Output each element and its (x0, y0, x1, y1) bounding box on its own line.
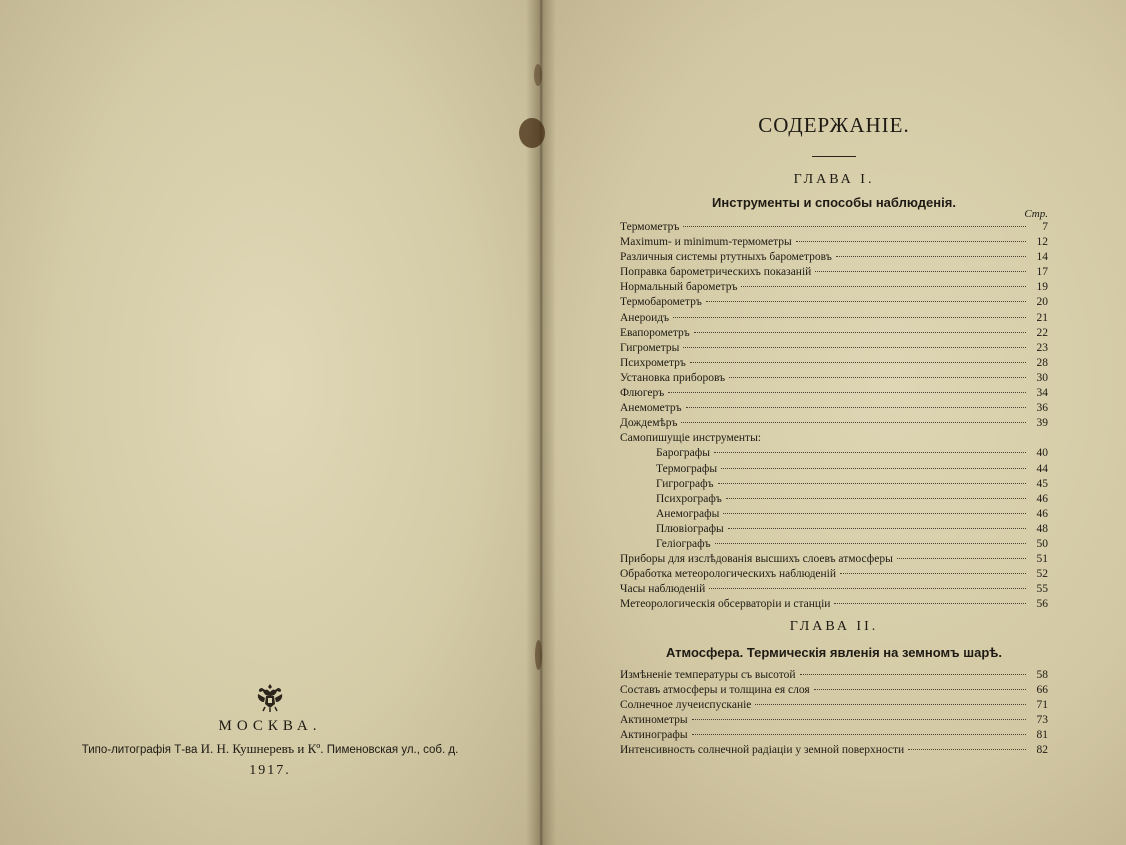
dot-leader (668, 392, 1026, 393)
toc-entry (620, 401, 1048, 416)
ink-stain (534, 64, 542, 86)
toc-entry (620, 507, 1048, 522)
toc-entry-label: Анероидъ (620, 311, 670, 324)
toc-entry-label: Составъ атмосферы и толщина ея слоя (620, 684, 810, 697)
toc-entry-label: Установка приборовъ (620, 371, 726, 384)
printer-address: Пименовская ул., соб. д. (326, 744, 459, 756)
dot-leader (709, 588, 1026, 589)
toc-entry-label: Гигрографъ (656, 477, 714, 490)
toc-entry-label: Актинографы (620, 729, 688, 742)
dot-leader (815, 271, 1026, 272)
toc-entry-page: 19 (1036, 281, 1048, 294)
toc-entry (620, 446, 1048, 461)
toc-entry (620, 341, 1048, 356)
toc-entry-label: Барографы (656, 447, 710, 460)
dot-leader (686, 407, 1026, 408)
toc-entry-page: 22 (1036, 326, 1048, 339)
toc-entry (620, 698, 1048, 713)
toc-entry-page: 21 (1036, 311, 1048, 324)
toc-entry-label: Часы наблюденій (620, 583, 706, 596)
double-headed-eagle-icon (253, 680, 287, 714)
dot-leader (800, 674, 1026, 675)
toc-entry-page: 17 (1036, 266, 1048, 279)
toc-entry-page: 66 (1036, 684, 1048, 697)
toc-entry-page: 12 (1036, 236, 1048, 249)
toc-entry-page: 7 (1042, 221, 1048, 233)
toc-entry-page: 34 (1036, 387, 1048, 400)
chapter-1-heading: ГЛАВА I. (793, 172, 875, 187)
dot-leader (834, 603, 1026, 604)
toc-entry-page: 30 (1036, 371, 1048, 384)
toc-entry-label: Анемографы (656, 507, 720, 520)
toc-entry (620, 416, 1048, 431)
toc-entry-page: 14 (1036, 251, 1048, 264)
toc-entry (620, 326, 1048, 341)
dot-leader (840, 573, 1026, 574)
dot-leader (908, 749, 1026, 750)
toc-entry-label: Метеорологическія обсерваторіи и станціи (620, 598, 831, 611)
toc-entry-label: Нормальный барометръ (620, 281, 738, 294)
toc-entry-label: Дождемѣръ (620, 417, 678, 430)
toc-entry (620, 280, 1048, 295)
toc-entry-page: 71 (1036, 699, 1048, 712)
dot-leader (897, 558, 1026, 559)
toc-entry-label: Солнечное лучеиспусканіе (620, 699, 752, 712)
toc-entry-page: 28 (1036, 356, 1048, 369)
chapter-2-subtitle: Атмосфера. Термическія явленія на земномъ шарѣ. (665, 645, 1003, 660)
toc-entry (620, 537, 1048, 552)
ink-stain (535, 640, 542, 670)
toc-entry (620, 311, 1048, 326)
dot-leader (692, 719, 1026, 720)
dot-leader (694, 332, 1026, 333)
dot-leader (728, 528, 1026, 529)
toc-entry-label: Геліографъ (656, 537, 711, 550)
toc-entry (620, 371, 1048, 386)
toc-entry-label: Термометръ (620, 221, 680, 233)
toc-entry-label: Психрографъ (656, 492, 722, 505)
dot-leader (726, 498, 1026, 499)
toc-title: СОДЕРЖАНІЕ. (758, 113, 910, 137)
toc-entry-page: 73 (1036, 714, 1048, 727)
chapter-2-entries (620, 668, 1048, 759)
printer-name: И. Н. Кушнеревъ и Кº. (200, 741, 324, 756)
toc-entry-label: Maximum- и minimum-термометры (620, 236, 792, 249)
toc-entry-page: 45 (1036, 477, 1048, 490)
dot-leader (706, 301, 1026, 302)
toc-entry-label: Поправка барометрическихъ показаній (620, 266, 812, 279)
toc-entry-page: 48 (1036, 522, 1048, 535)
toc-entry-label: Термографы (656, 462, 718, 475)
dot-leader (673, 317, 1026, 318)
toc-entry-page: 39 (1036, 417, 1048, 430)
dot-leader (690, 362, 1026, 363)
toc-entry (620, 295, 1048, 310)
toc-entry (620, 713, 1048, 728)
toc-entry-page: 36 (1036, 402, 1048, 415)
dot-leader (681, 422, 1026, 423)
toc-entry (620, 462, 1048, 477)
toc-entry (620, 522, 1048, 537)
publication-year: 1917. (249, 763, 291, 778)
chapter-2-heading: ГЛАВА II. (789, 619, 879, 634)
toc-entry-label: Психрометръ (620, 356, 686, 369)
chapter-1-subtitle: Инструменты и способы наблюденія. (712, 195, 956, 210)
toc-entry-page: 51 (1036, 553, 1048, 566)
toc-entry-page: 50 (1036, 537, 1048, 550)
toc-entry-label: Гигрометры (620, 341, 680, 354)
toc-entry-page: 52 (1036, 568, 1048, 581)
toc-entry (620, 235, 1048, 250)
toc-entry (620, 477, 1048, 492)
toc-entry-label: Анемометръ (620, 402, 682, 415)
ink-stain (519, 118, 545, 148)
toc-entry (620, 431, 1048, 446)
toc-entry (620, 492, 1048, 507)
toc-entry-label: Плювіографы (656, 522, 724, 535)
toc-entry (620, 567, 1048, 582)
toc-entry (620, 743, 1048, 758)
toc-entry (620, 582, 1048, 597)
dot-leader (755, 704, 1026, 705)
toc-entry (620, 220, 1048, 235)
dot-leader (796, 241, 1026, 242)
toc-entry (620, 728, 1048, 743)
page-column-label: Стр. (1024, 208, 1048, 220)
dot-leader (721, 468, 1026, 469)
toc-entry-label: Актинометры (620, 714, 688, 727)
toc-entry (620, 386, 1048, 401)
toc-entry-label: Различныя системы ртутныхъ барометровъ (620, 251, 832, 264)
imprint-block (0, 680, 540, 779)
toc-entry-label: Интенсивность солнечной радіаціи у земной поверхности (620, 744, 905, 757)
toc-entry-label: Евапорометръ (620, 326, 690, 339)
toc-entry-page: 82 (1036, 744, 1048, 757)
toc-entry-label: Самопишущіе инструменты: (620, 432, 762, 445)
toc-entry-page: 46 (1036, 507, 1048, 520)
toc-entry-page: 56 (1036, 598, 1048, 611)
toc-entry-label: Измѣненіе температуры съ высотой (620, 669, 796, 681)
toc-entry (620, 265, 1048, 280)
toc-entry-page: 40 (1036, 447, 1048, 460)
dot-leader (723, 513, 1026, 514)
dot-leader (714, 452, 1026, 453)
toc-entry (620, 668, 1048, 683)
chapter-1-entries (620, 220, 1048, 612)
dot-leader (729, 377, 1026, 378)
toc-entry-label: Обработка метеорологическихъ наблюденій (620, 568, 837, 581)
city-name: МОСКВА. (218, 718, 322, 734)
dot-leader (692, 734, 1026, 735)
dot-leader (814, 689, 1026, 690)
dot-leader (741, 286, 1026, 287)
dot-leader (715, 543, 1026, 544)
toc-entry-label: Флюгеръ (620, 387, 665, 400)
title-divider (812, 156, 856, 157)
toc-entry-page: 44 (1036, 462, 1048, 475)
toc-entry (620, 597, 1048, 612)
toc-entry (620, 250, 1048, 265)
printer-prefix: Типо-литографія Т-ва (81, 744, 198, 756)
toc-entry-page: 55 (1036, 583, 1048, 596)
toc-entry-label: Термобарометръ (620, 296, 702, 309)
toc-entry-page: 23 (1036, 341, 1048, 354)
dot-leader (836, 256, 1026, 257)
toc-entry (620, 683, 1048, 698)
toc-entry-label: Приборы для изслѣдованія высшихъ слоевъ атмосферы (620, 553, 893, 566)
printer-line (0, 741, 540, 757)
dot-leader (683, 226, 1026, 227)
toc-entry-page: 20 (1036, 296, 1048, 309)
toc-entry-page: 58 (1036, 669, 1048, 681)
toc-entry (620, 552, 1048, 567)
dot-leader (718, 483, 1026, 484)
toc-entry (620, 356, 1048, 371)
toc-entry-page: 46 (1036, 492, 1048, 505)
toc-entry-page: 81 (1036, 729, 1048, 742)
dot-leader (683, 347, 1026, 348)
